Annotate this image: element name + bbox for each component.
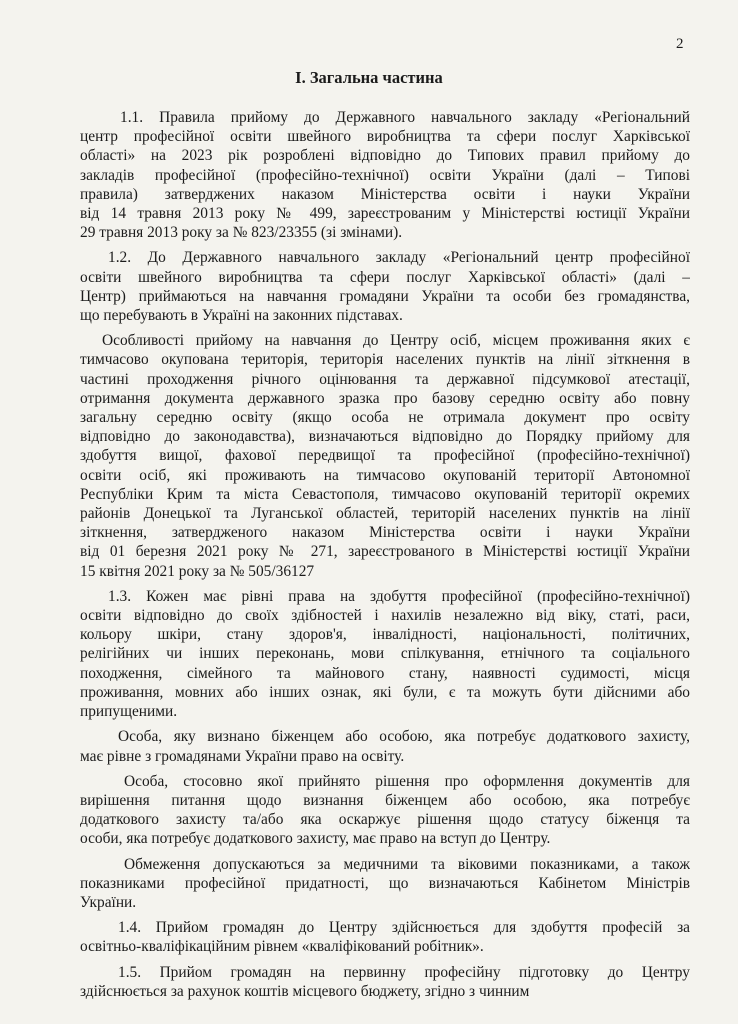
text-line: Особа, стосовно якої прийнято рішення про оформлення документів для bbox=[124, 772, 690, 790]
text-line: здобуття вищої, фахової передвищої та професійної (професійно-технічної) bbox=[80, 447, 690, 465]
text-line: освіти відповідно до своїх здібностей і нахилів незалежно від віку, статі, раси, bbox=[80, 607, 690, 625]
paragraph bbox=[80, 772, 690, 849]
paragraph bbox=[80, 587, 690, 721]
document-body bbox=[80, 108, 690, 1007]
paragraph bbox=[80, 918, 690, 956]
text-line: районів Донецької та Луганської областей, територій населених пунктів на лінії bbox=[80, 505, 690, 523]
page-number: 2 bbox=[676, 36, 684, 52]
paragraph bbox=[80, 331, 690, 581]
text-line: Особливості прийому на навчання до Центру осіб, місцем проживання яких є bbox=[102, 332, 690, 350]
text-line: релігійних чи інших переконань, мови спілкування, етнічного та соціального bbox=[80, 645, 690, 663]
text-line: 15 квітня 2021 року за № 505/36127 bbox=[80, 562, 315, 580]
text-line: походження, сімейного та майнового стану, наявності судимості, місця bbox=[80, 664, 690, 682]
text-line: додаткового захисту та/або яка оскаржує рішення щодо статусу біженця та bbox=[80, 811, 690, 829]
paragraph bbox=[80, 727, 690, 765]
text-line: 1.1. Правила прийому до Державного навчального закладу «Регіональний bbox=[120, 109, 690, 126]
text-line: кольору шкіри, стану здоров'я, інвалідності, національності, політичних, bbox=[80, 626, 690, 644]
paragraph bbox=[80, 855, 690, 913]
text-line: від 01 березня 2021 року № 271, зареєстрованого в Міністерстві юстиції України bbox=[80, 543, 690, 561]
text-line: Центр) приймаються на навчання громадяни України та особи без громадянства, bbox=[80, 287, 690, 305]
text-line: центр професійної освіти швейного виробництва та сфери послуг Харківської bbox=[80, 128, 690, 146]
text-line: показниками професійної придатності, що визначаються Кабінетом Міністрів bbox=[80, 874, 690, 892]
paragraph bbox=[80, 963, 690, 1001]
text-line: вирішення питання щодо визнання біженцем або особою, яка потребує bbox=[80, 791, 690, 809]
text-line: від 14 травня 2013 року № 499, зареєстрованим у Міністерстві юстиції України bbox=[80, 205, 690, 223]
paragraph bbox=[80, 108, 690, 242]
text-line: частині проходження річного оцінювання та державної підсумкової атестації, bbox=[80, 370, 690, 388]
text-line: закладів професійної (професійно-технічної) освіти України (далі – Типові bbox=[80, 166, 690, 184]
text-line: Республіки Крим та міста Севастополя, тимчасово окупованій території окремих bbox=[80, 485, 690, 503]
text-line: області» на 2023 рік розроблені відповідно до Типових правил прийому до bbox=[80, 147, 690, 165]
text-line: що перебувають в Україні на законних підставах. bbox=[80, 307, 403, 325]
text-line: освіти швейного виробництва та сфери послуг Харківської області» (далі – bbox=[80, 268, 690, 286]
text-line: Обмеження допускаються за медичними та віковими показниками, а також bbox=[124, 855, 690, 873]
text-line: загальну середню освіту (якщо особа не отримала документ про освіту bbox=[80, 409, 690, 427]
text-line: здійснюється за рахунок коштів місцевого бюджету, згідно з чинним bbox=[80, 982, 530, 1000]
text-line: проживання, мовних або інших ознак, які були, є та можуть бути дійсними або bbox=[80, 683, 690, 701]
text-line: отримання документа державного зразка про базову середню освіту або повну bbox=[80, 389, 690, 407]
text-line: зіткнення, затвердженого наказом Міністерства освіти і науки України bbox=[80, 524, 690, 542]
text-line: освіти осіб, які проживають на тимчасово окупованій території Автономної bbox=[80, 466, 690, 484]
text-line: тимчасово окупована територія, територія населених пунктів на лінії зіткнення в bbox=[80, 351, 690, 369]
text-line: 1.2. До Державного навчального закладу «Регіональний центр професійної bbox=[108, 249, 690, 267]
text-line: України. bbox=[80, 893, 137, 911]
paragraph bbox=[80, 248, 690, 325]
text-line: 1.3. Кожен має рівні права на здобуття професійної (професійно-технічної) bbox=[108, 587, 690, 605]
text-line: правила) затверджених наказом Міністерства освіти і науки України bbox=[80, 185, 690, 203]
text-line: відповідно до законодавства), визначаються відповідно до Порядку прийому для bbox=[80, 428, 690, 446]
text-line: 29 травня 2013 року за № 823/23355 (зі змінами). bbox=[80, 224, 403, 242]
text-line: має рівне з громадянами України право на освіту. bbox=[80, 747, 405, 765]
text-line: освітньо-кваліфікаційним рівнем «кваліфікований робітник». bbox=[80, 938, 484, 956]
text-line: Особа, яку визнано біженцем або особою, яка потребує додаткового захисту, bbox=[118, 728, 690, 746]
section-title: I. Загальна частина bbox=[295, 68, 443, 87]
text-line: особи, яка потребує додаткового захисту, має право на вступ до Центру. bbox=[80, 830, 551, 848]
text-line: 1.4. Прийом громадян до Центру здійснюється для здобуття професій за bbox=[118, 919, 690, 937]
text-line: припущеними. bbox=[80, 703, 178, 721]
text-line: 1.5. Прийом громадян на первинну професійну підготовку до Центру bbox=[118, 963, 690, 981]
